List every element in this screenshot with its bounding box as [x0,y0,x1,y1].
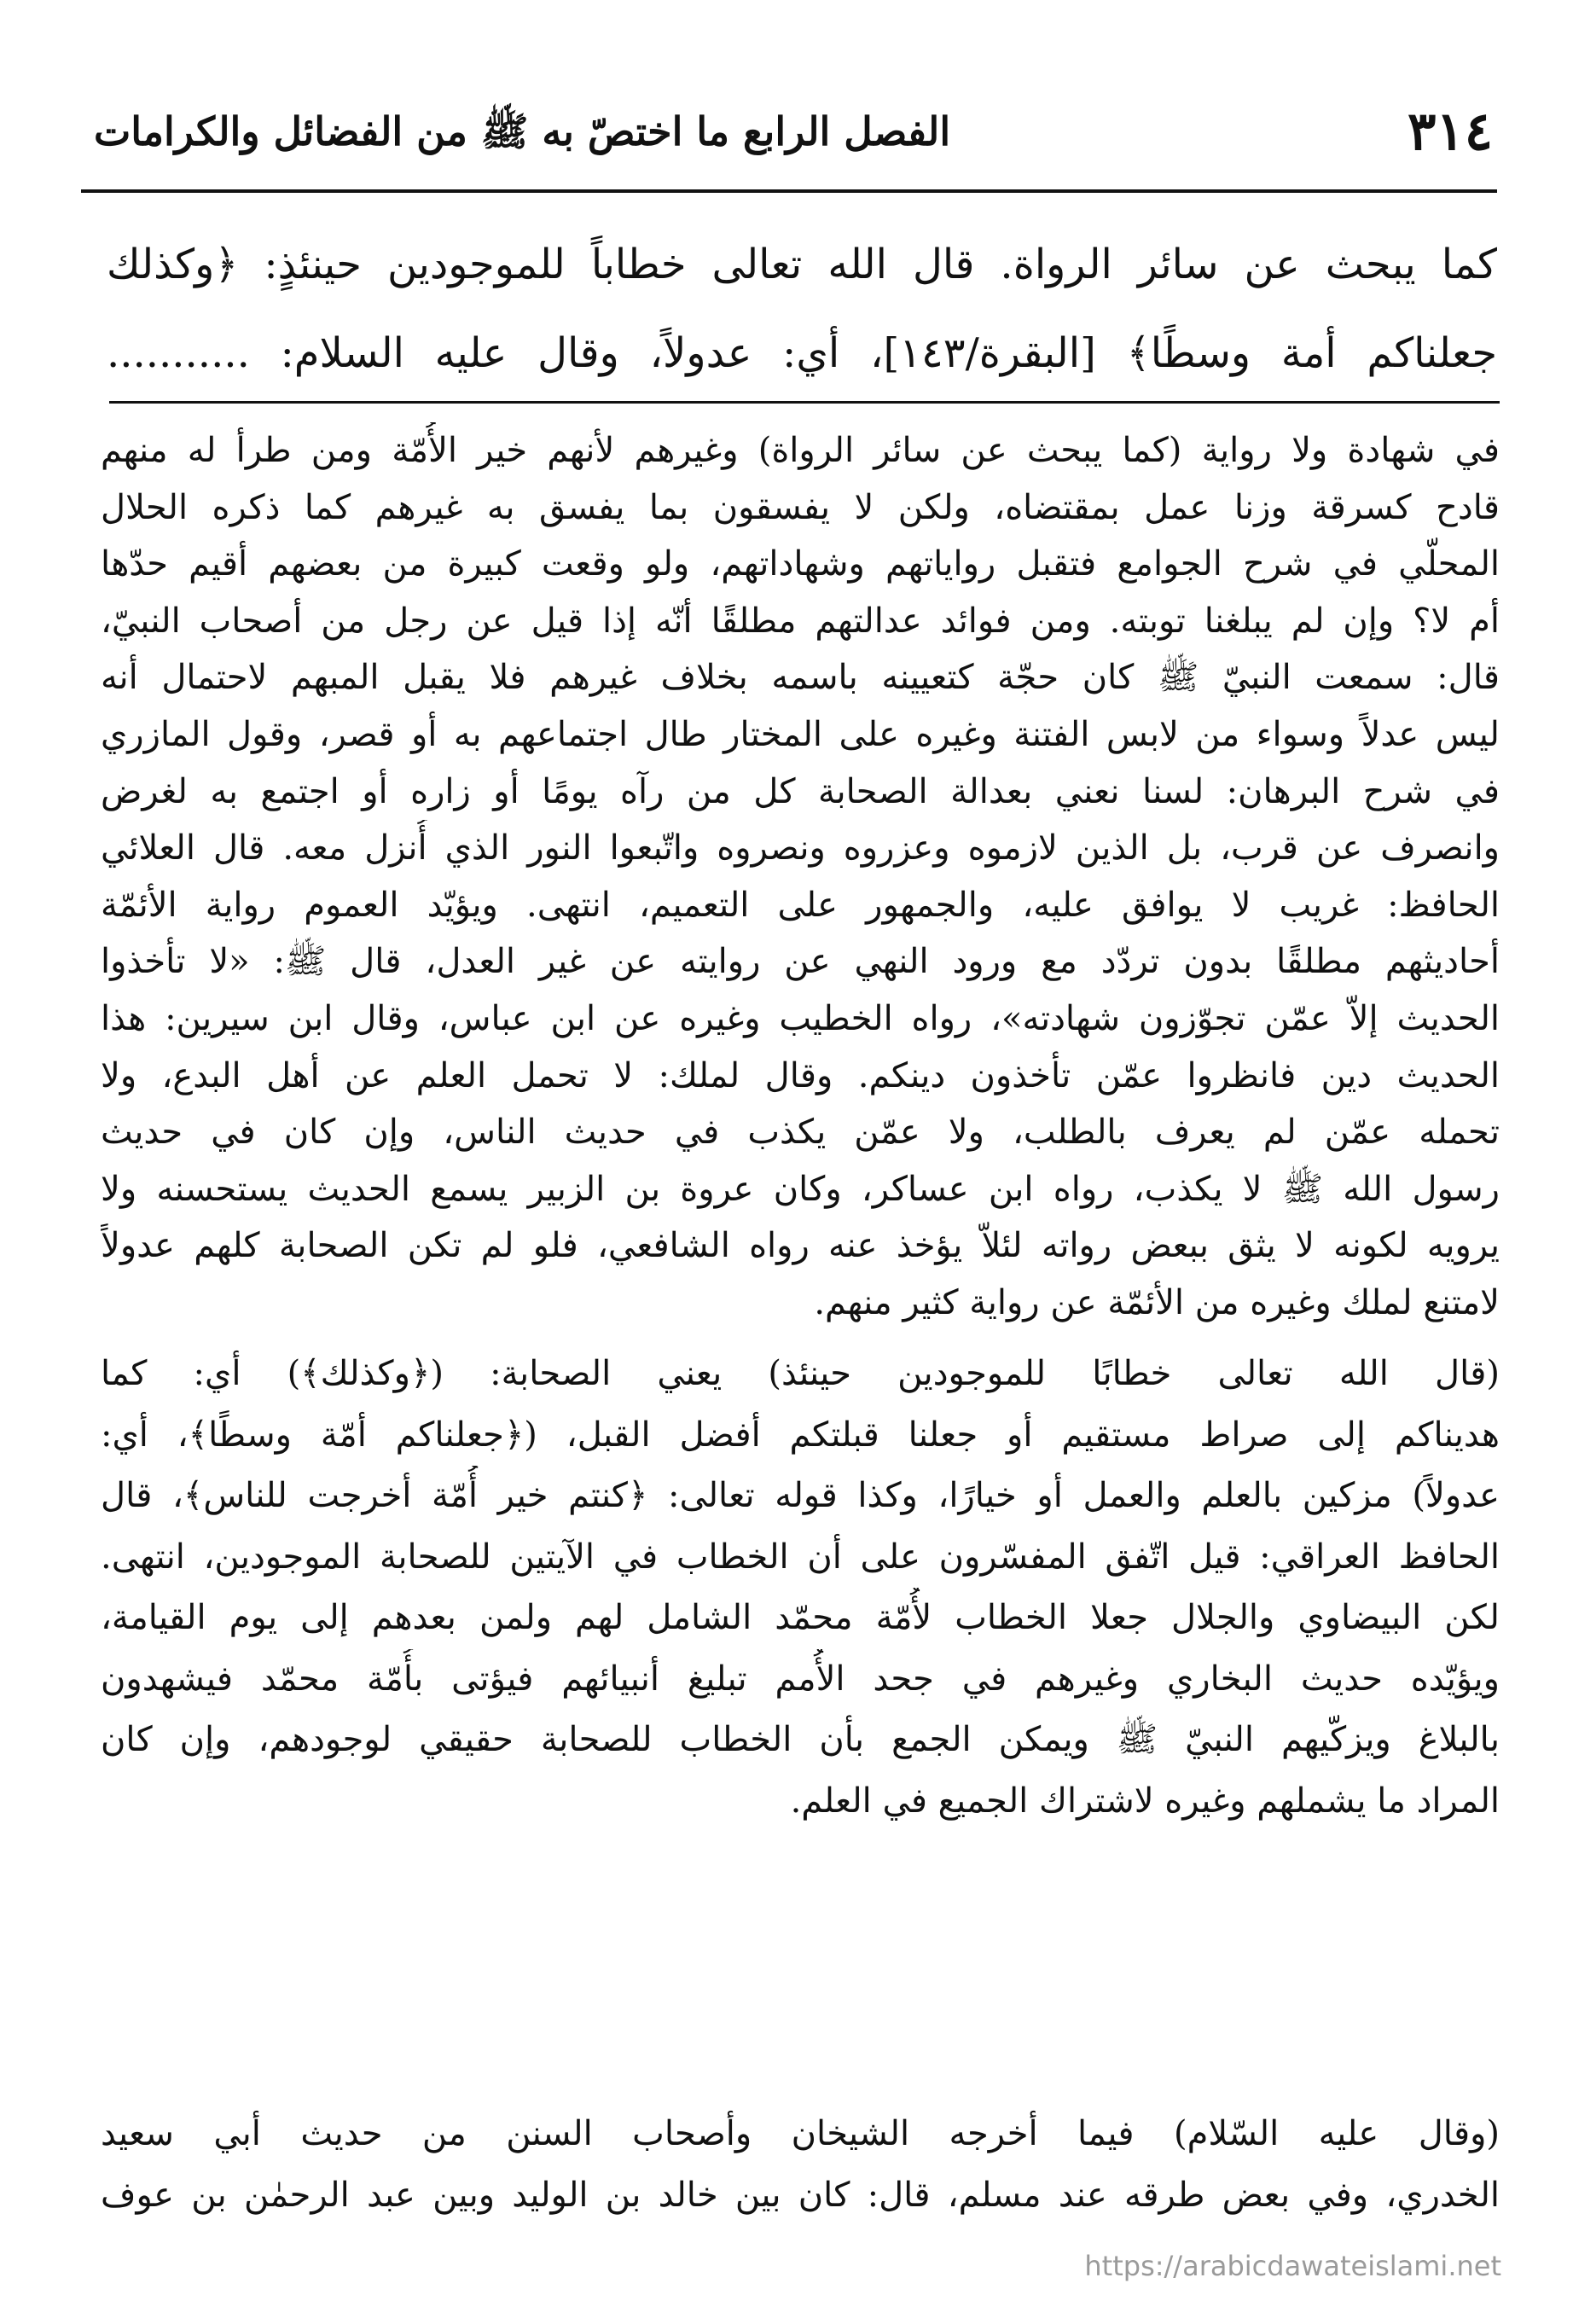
commentary-line: (قال الله تعالى خطابًا للموجودين حينئذ) يعني الصحابة: (﴿وكذلك﴾) أي: كما [101,1354,1500,1393]
main-text-line: جعلناكم أمة وسطًا﴾ [البقرة/١٤٣]، أي: عدولاً، وقال عليه السلام: ........... [107,329,1497,377]
main-text-divider [109,401,1500,404]
page-number: ٣١٤ [1408,100,1493,162]
commentary-paragraph-3 [101,2103,1500,2226]
commentary-line: أم لا؟ وإن لم يبلغنا توبته. ومن فوائد عدالتهم مطلقًا أنّه إذا قيل عن رجل من أصحاب النبيّ، [101,601,1500,641]
commentary-line: الحافظ العراقي: قيل اتّفق المفسّرون على أن الخطاب في الآيتين للصحابة الموجودين، انتهى. [101,1537,1500,1577]
commentary-line: في شرح البرهان: لسنا نعني بعدالة الصحابة كل من رآه يومًا أو زاره أو اجتمع به لغرض [101,771,1500,811]
commentary-line: بالبلاغ ويزكّيهم النبيّ ﷺ ويمكن الجمع بأن الخطاب للصحابة حقيقي لوجودهم، وإن كان [101,1720,1500,1759]
commentary-line: وانصرف عن قرب، بل الذين لازموه وعزروه ونصروه واتّبعوا النور الذي أُنزل معه. قال العلائي [101,828,1500,869]
commentary-line: هديناكم إلى صراط مستقيم أو جعلنا قبلتكم أفضل القبل، (﴿جعلناكم أمّة وسطًا﴾، أي: [101,1415,1500,1455]
commentary-line: (وقال عليه السّلام) فيما أخرجه الشيخان وأصحاب السنن من حديث أبي سعيد [101,2114,1500,2153]
watermark: https://arabicdawateislami.net [1084,2250,1501,2282]
main-text-line: كما يبحث عن سائر الرواة. قال الله تعالى خطاباً للموجودين حينئذٍ: ﴿وكذلك [107,241,1497,288]
commentary-paragraph-1 [101,422,1500,1332]
commentary-line: عدولاً) مزكين بالعلم والعمل أو خيارًا، وكذا قوله تعالى: ﴿كنتم خير أُمّة أخرجت للناس﴾، قال [101,1476,1500,1515]
commentary-line: قادح كسرقة وزنا عمل بمقتضاه، ولكن لا يفسقون بما يفسق به غيرهم كما ذكره الحلال [101,487,1500,527]
commentary-paragraph-2 [101,1344,1500,1832]
commentary-line: يرويه لكونه لا يثق ببعض رواته لئلاّ يؤخذ عنه رواه الشافعي، فلو لم تكن الصحابة كلهم عدولاً [101,1226,1500,1266]
commentary-line: رسول الله ﷺ لا يكذب، رواه ابن عساكر، وكان عروة بن الزبير يسمع الحديث يستحسنه ولا [101,1169,1500,1209]
commentary-line: لامتنع لملك وغيره من الأئمّة عن رواية كثير منهم. [814,1282,1500,1322]
commentary-line: ليس عدلاً وسواء من لابس الفتنة وغيره على المختار طال اجتماعهم به أو قصر، وقول المازري [101,714,1500,754]
commentary-line: المراد ما يشملهم وغيره لاشتراك الجميع في العلم. [790,1781,1500,1821]
commentary-line: لكن البيضاوي والجلال جعلا الخطاب لأُمّة محمّد الشامل لهم ولمن بعدهم إلى يوم القيامة، [101,1598,1500,1637]
commentary-line: قال: سمعت النبيّ ﷺ كان حجّة كتعيينه باسمه بخلاف غيرهم فلا يقبل المبهم لاحتمال أنه [101,658,1500,698]
commentary-line: أحاديثهم مطلقًا بدون تردّد مع ورود النهي عن روايته عن غير العدل، قال ﷺ: «لا تأخذوا [101,942,1500,982]
chapter-title: الفصل الرابع ما اختصّ به ﷺ من الفضائل والكرامات [94,108,951,154]
commentary-line: الحافظ: غريب لا يوافق عليه، والجمهور على التعميم، انتهى. ويؤيّد العموم رواية الأئمّة [101,885,1500,925]
commentary-line: تحمله عمّن لم يعرف بالطلب، ولا عمّن يكذب في حديث الناس، وإن كان في حديث [101,1113,1500,1153]
main-text [107,220,1497,398]
commentary-line: الحديث إلاّ عمّن تجوّزون شهادته»، رواه الخطيب وغيره عن ابن عباس، وقال ابن سيرين: هذا [101,998,1500,1038]
commentary-line: المحلّي في شرح الجوامع فتقبل رواياتهم وشهاداتهم، ولو وقعت كبيرة من بعضهم أقيم حدّها [101,544,1500,584]
commentary-line: ويؤيّده حديث البخاري وغيرهم في جحد الأُمم تبليغ أنبيائهم فيؤتى بأُمّة محمّد فيشهدون [101,1659,1500,1699]
header-divider [81,189,1497,193]
commentary-line: الخدري، وفي بعض طرقه عند مسلم، قال: كان بين خالد بن الوليد وبين عبد الرحمٰن بن عوف [101,2176,1500,2215]
commentary-line: الحديث دين فانظروا عمّن تأخذون دينكم. وقال لملك: لا تحمل العلم عن أهل البدع، ولا [101,1055,1500,1095]
commentary-line: في شهادة ولا رواية (كما يبحث عن سائر الرواة) وغيرهم لأنهم خير الأُمّة ومن طرأ له منهم [101,431,1500,470]
page-header [94,92,1493,171]
